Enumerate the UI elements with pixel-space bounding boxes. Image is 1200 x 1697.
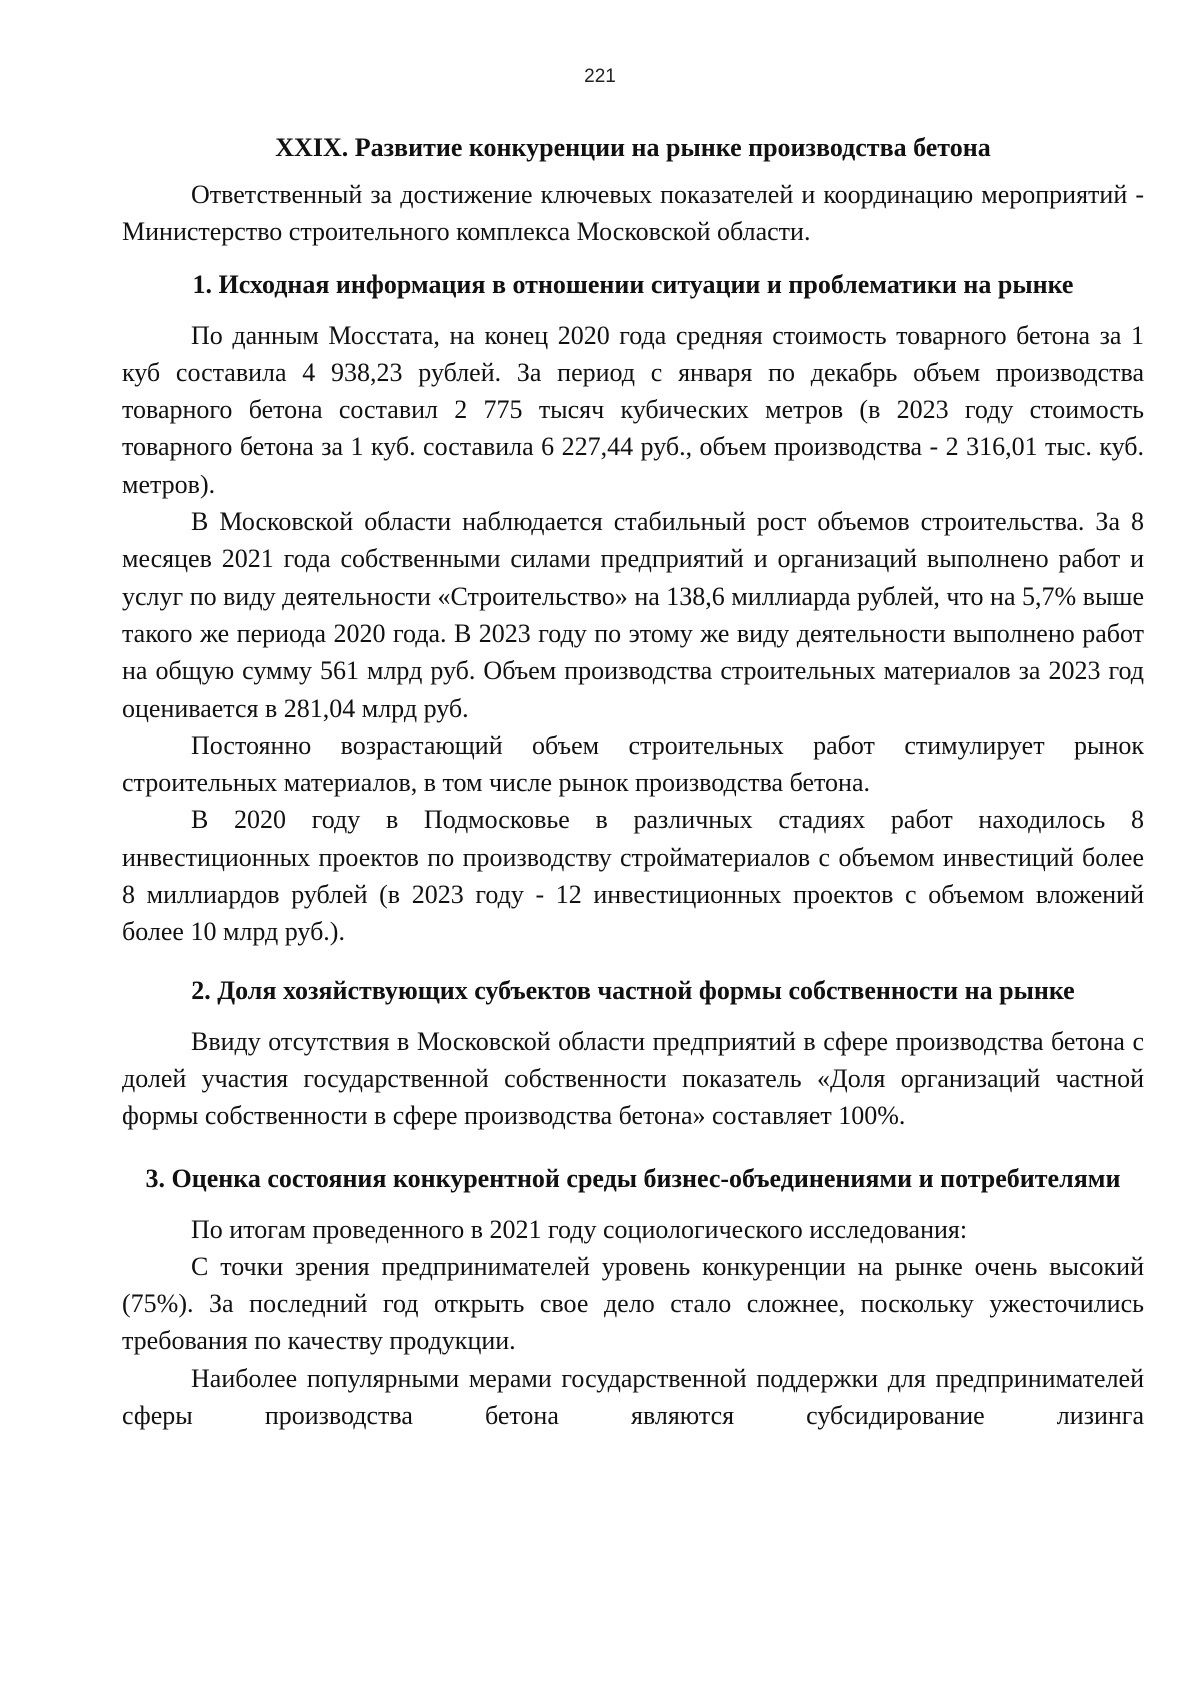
section-1-paragraph-1: По данным Мосстата, на конец 2020 года средняя стоимость товарного бетона за 1 куб составила 4 938,23 рублей. За период с января по декабрь объем производства товарного бетона составил 2 775 тысяч кубических метров (в 2023 году стоимость товарного бетона за 1 куб. составила 6 227,44 руб., объем производства - 2 316,01 тыс. куб. метров). xyxy=(122,320,1144,499)
section-1-paragraph-4: В 2020 году в Подмосковье в различных стадиях работ находилось 8 инвестиционных проектов по производству стройматериалов с объемом инвестиций более 8 миллиардов рублей (в 2023 году - 12 инвестиционных проектов с объемом вложений более 10 млрд руб.). xyxy=(122,805,1144,947)
document-body xyxy=(122,130,1144,1434)
page-number: 221 xyxy=(584,66,616,87)
section-2-title: 2. Доля хозяйствующих субъектов частной формы собственности на рынке xyxy=(191,975,1075,1005)
section-2-paragraph-1: Ввиду отсутствия в Московской области предприятий в сфере производства бетона с долей участия государственной собственности показатель «Доля организаций частной формы собственности в сфере производства бетона» составляет 100%. xyxy=(122,1026,1144,1131)
chapter-title: XXIX. Развитие конкуренции на рынке производства бетона xyxy=(275,133,991,162)
section-3-paragraph-2: С точки зрения предпринимателей уровень конкуренции на рынке очень высокий (75%). За последний год открыть свое дело стало сложнее, поскольку ужесточились требования по качеству продукции. xyxy=(122,1251,1144,1356)
section-1-paragraph-2: В Московской области наблюдается стабильный рост объемов строительства. За 8 месяцев 2021 года собственными силами предприятий и организаций выполнено работ и услуг по виду деятельности «Строительство» на 138,6 миллиарда рублей, что на 5,7% выше такого же периода 2020 года. В 2023 году по этому же виду деятельности выполнено работ на общую сумму 561 млрд руб. Объем производства строительных материалов за 2023 год оценивается в 281,04 млрд руб. xyxy=(122,507,1144,723)
responsible-paragraph: Ответственный за достижение ключевых показателей и координацию мероприятий - Министерство строительного комплекса Московской области. xyxy=(122,180,1144,247)
section-1-title: 1. Исходная информация в отношении ситуации и проблематики на рынке xyxy=(192,269,1074,299)
section-3-paragraph-3: Наиболее популярными мерами государственной поддержки для предпринимателей сферы производства бетона являются субсидирование лизинга xyxy=(122,1363,1144,1431)
section-3-paragraph-1: По итогам проведенного в 2021 году социологического исследования: xyxy=(191,1214,968,1244)
section-1-paragraph-3: Постоянно возрастающий объем строительных работ стимулирует рынок строительных материалов, в том числе рынок производства бетона. xyxy=(122,730,1144,798)
section-3-title: 3. Оценка состояния конкурентной среды бизнес-объединениями и потребителями xyxy=(145,1163,1121,1193)
